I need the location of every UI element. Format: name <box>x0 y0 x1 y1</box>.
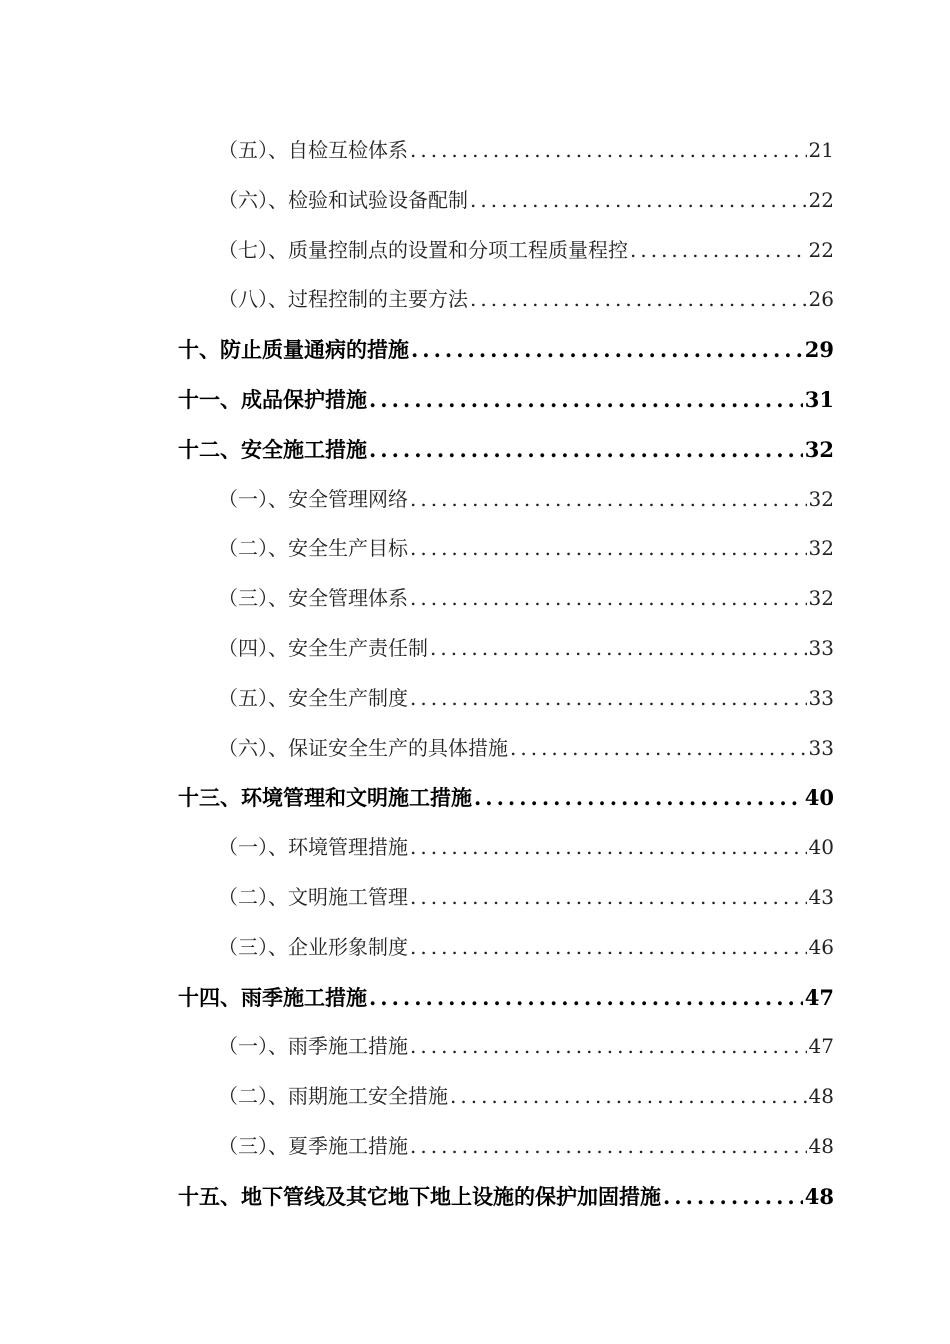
toc-entry[interactable] <box>178 126 834 176</box>
toc-entry[interactable] <box>178 973 834 1023</box>
toc-dot-leader <box>408 126 807 176</box>
toc-dot-leader <box>428 624 807 674</box>
toc-dot-leader <box>367 425 803 475</box>
toc-entry-page: 22 <box>808 237 834 262</box>
toc-entry-title: （二）、安全生产目标 <box>218 536 408 561</box>
toc-entry-title: 十四、雨季施工措施 <box>178 984 367 1010</box>
toc-entry-page: 47 <box>804 984 834 1010</box>
toc-entry-title: （四）、安全生产责任制 <box>218 635 428 660</box>
toc-dot-leader <box>408 574 807 624</box>
toc-entry[interactable] <box>178 275 834 325</box>
toc-entry-title: （三）、夏季施工措施 <box>218 1133 408 1158</box>
toc-entry[interactable] <box>178 1122 834 1172</box>
toc-entry-page: 40 <box>808 835 834 860</box>
toc-entry-page: 33 <box>808 735 834 760</box>
toc-entry[interactable] <box>178 1172 834 1222</box>
toc-entry-page: 32 <box>804 436 834 462</box>
toc-entry-page: 40 <box>804 785 834 811</box>
toc-entry-page: 48 <box>804 1183 834 1209</box>
toc-dot-leader <box>628 226 807 276</box>
toc-entry-page: 47 <box>808 1034 834 1059</box>
toc-dot-leader <box>367 973 803 1023</box>
toc-entry[interactable] <box>178 923 834 973</box>
toc-entry-page: 33 <box>808 635 834 660</box>
toc-entry[interactable] <box>178 475 834 525</box>
toc-entry[interactable] <box>178 176 834 226</box>
toc-entry[interactable] <box>178 524 834 574</box>
toc-dot-leader <box>367 375 803 425</box>
toc-entry-page: 21 <box>808 138 834 162</box>
toc-entry-page: 43 <box>808 884 834 909</box>
toc-dot-leader <box>408 873 807 923</box>
toc-entry[interactable] <box>178 574 834 624</box>
toc-entry-page: 32 <box>808 486 834 511</box>
toc-dot-leader <box>448 1072 807 1122</box>
toc-entry-title: （五）、自检互检体系 <box>218 138 408 162</box>
toc-dot-leader <box>408 823 807 873</box>
toc-entry-page: 48 <box>808 1133 834 1158</box>
toc-entry-title: （三）、安全管理体系 <box>218 586 408 611</box>
toc-entry[interactable] <box>178 823 834 873</box>
toc-dot-leader <box>408 524 807 574</box>
toc-dot-leader <box>408 475 807 525</box>
toc-entry[interactable] <box>178 773 834 823</box>
toc-entry[interactable] <box>178 325 834 375</box>
toc-entry-page: 46 <box>808 934 834 959</box>
toc-dot-leader <box>408 923 807 973</box>
toc-entry-page: 48 <box>808 1084 834 1109</box>
toc-entry-title: （八）、过程控制的主要方法 <box>218 287 468 312</box>
toc-entry-page: 32 <box>808 536 834 561</box>
toc-entry[interactable] <box>178 624 834 674</box>
toc-entry-title: （二）、雨期施工安全措施 <box>218 1084 448 1109</box>
toc-entry-page: 32 <box>808 586 834 611</box>
toc-entry-title: 十、防止质量通病的措施 <box>178 337 409 363</box>
toc-entry-title: 十二、安全施工措施 <box>178 436 367 462</box>
toc-entry-title: （五）、安全生产制度 <box>218 685 408 710</box>
toc-entry-title: （一）、安全管理网络 <box>218 486 408 511</box>
toc-dot-leader <box>408 674 807 724</box>
toc-entry-page: 29 <box>804 337 834 363</box>
toc-entry-title: 十五、地下管线及其它地下地上设施的保护加固措施 <box>178 1183 661 1209</box>
toc-dot-leader <box>508 724 807 774</box>
toc-entry[interactable] <box>178 873 834 923</box>
toc-entry-page: 22 <box>808 187 834 212</box>
table-of-contents <box>178 126 834 1222</box>
toc-entry-title: 十三、环境管理和文明施工措施 <box>178 785 472 811</box>
toc-dot-leader <box>408 1122 807 1172</box>
toc-entry-title: （七）、质量控制点的设置和分项工程质量程控 <box>218 237 628 262</box>
toc-entry[interactable] <box>178 425 834 475</box>
toc-entry[interactable] <box>178 375 834 425</box>
toc-entry-title: （一）、雨季施工措施 <box>218 1034 408 1059</box>
toc-entry-title: （三）、企业形象制度 <box>218 934 408 959</box>
toc-entry-page: 31 <box>804 386 834 412</box>
toc-entry-title: （二）、文明施工管理 <box>218 884 408 909</box>
toc-entry[interactable] <box>178 226 834 276</box>
toc-entry[interactable] <box>178 1072 834 1122</box>
toc-entry-title: （六）、检验和试验设备配制 <box>218 187 468 212</box>
toc-entry-page: 26 <box>808 287 834 312</box>
toc-dot-leader <box>409 325 803 375</box>
toc-dot-leader <box>661 1172 803 1222</box>
toc-entry[interactable] <box>178 724 834 774</box>
toc-entry-page: 33 <box>808 685 834 710</box>
toc-entry-title: （一）、环境管理措施 <box>218 835 408 860</box>
toc-dot-leader <box>472 773 803 823</box>
toc-entry-title: （六）、保证安全生产的具体措施 <box>218 735 508 760</box>
toc-entry-title: 十一、成品保护措施 <box>178 386 367 412</box>
toc-entry[interactable] <box>178 674 834 724</box>
toc-dot-leader <box>468 275 807 325</box>
toc-entry[interactable] <box>178 1022 834 1072</box>
toc-dot-leader <box>468 176 807 226</box>
toc-dot-leader <box>408 1022 807 1072</box>
